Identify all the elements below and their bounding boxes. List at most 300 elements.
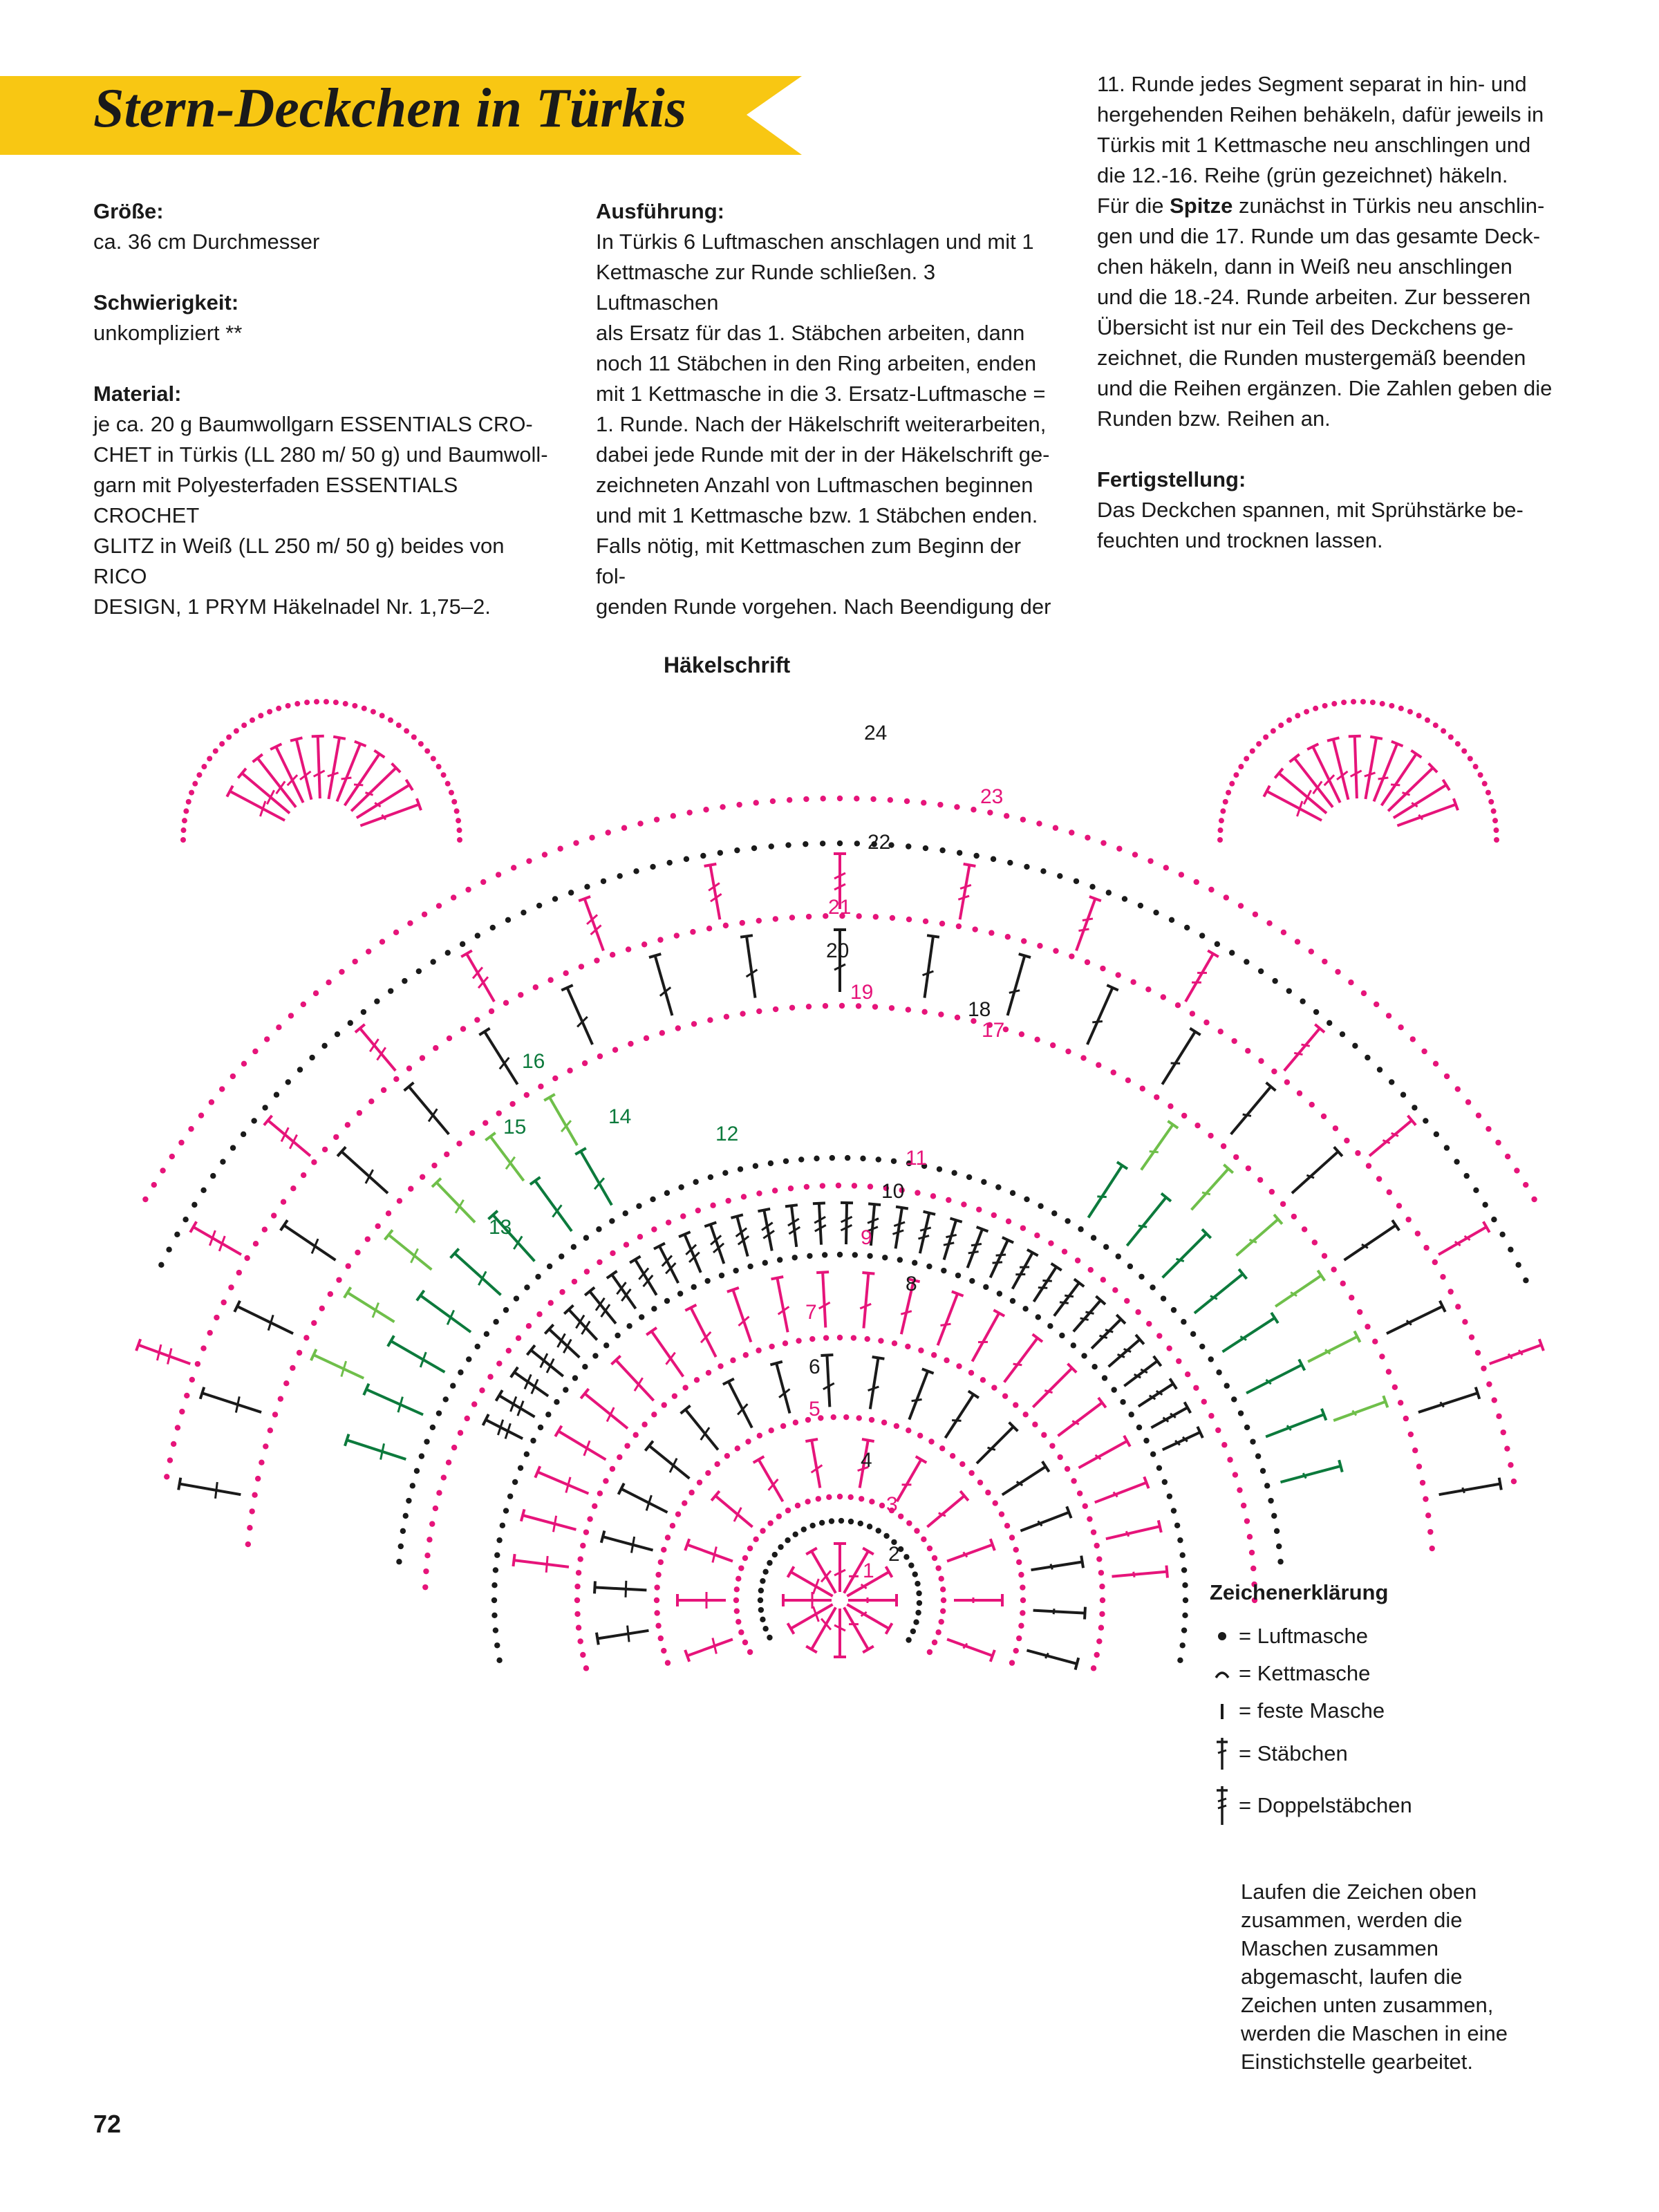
chain-dot (1441, 728, 1446, 733)
chain-dot (930, 1193, 936, 1199)
chain-dot (1074, 879, 1079, 884)
instruction-line: zeichnet, die Runden mustergemäß beenden (1097, 346, 1526, 370)
chain-dot (906, 1637, 911, 1642)
chain-dot (854, 796, 859, 801)
chain-dot (397, 1198, 402, 1203)
chain-dot (230, 1074, 236, 1079)
chain-dot (1416, 713, 1422, 718)
stitch-top (927, 935, 939, 937)
chain-dot (252, 1492, 257, 1498)
chain-dot (234, 728, 239, 733)
chain-dot (1241, 1503, 1246, 1508)
instruction-line: und mit 1 Kettmasche bzw. 1 Stäbchen enden. (596, 503, 1038, 527)
chain-dot (1340, 1281, 1346, 1286)
chain-dot (1048, 1240, 1053, 1246)
chain-dot (496, 1360, 502, 1366)
stitch-bar (1082, 919, 1093, 921)
chain-dot (290, 1185, 296, 1191)
instruction-line: als Ersatz für das 1. Stäbchen arbeiten, dann (596, 321, 1025, 345)
chain-dot (820, 841, 825, 846)
stitch-symbol (1284, 1029, 1320, 1071)
chain-dot (851, 1335, 856, 1340)
stitch-symbol (1091, 1319, 1121, 1348)
chain-dot (524, 1451, 529, 1456)
chain-dot (1024, 864, 1029, 870)
stitch-symbol (1124, 1361, 1157, 1386)
chain-dot (1380, 701, 1385, 706)
chain-dot (1504, 1445, 1510, 1451)
stitch-top (178, 1478, 180, 1490)
chain-dot (457, 837, 462, 843)
stitch-symbol (1369, 1121, 1412, 1156)
chain-dot (1218, 1029, 1224, 1034)
chain-dot (1201, 1399, 1207, 1405)
chain-dot (1062, 1248, 1067, 1254)
instruction-line: 1. Runde. Nach der Häkelschrift weiterarbeiten, (596, 412, 1047, 436)
stitch-bar (701, 1332, 711, 1342)
chain-dot (1102, 1375, 1107, 1380)
chain-dot (1387, 1190, 1392, 1195)
spitze-pre: Für die (1097, 194, 1170, 218)
stitch-symbol (202, 1393, 261, 1412)
chain-dot (1085, 835, 1090, 841)
chain-dot (456, 1141, 462, 1146)
treble-crochet-cross-icon (1210, 1785, 1235, 1826)
chain-dot (1100, 840, 1106, 845)
chain-dot (1352, 1043, 1358, 1049)
chain-dot (466, 1356, 471, 1362)
chain-dot (1190, 1331, 1196, 1337)
chain-dot (1271, 1069, 1277, 1074)
chain-dot (574, 1611, 580, 1617)
chain-dot (738, 1629, 744, 1635)
chain-dot (516, 1335, 521, 1341)
stitch-symbol (823, 1273, 825, 1328)
chain-dot (574, 1597, 580, 1603)
chain-dot (441, 1474, 447, 1480)
stitch-top (646, 1328, 657, 1335)
chain-dot (927, 1649, 932, 1655)
chain-dot (530, 1438, 536, 1443)
chain-dot (912, 1260, 917, 1266)
stitch-symbol (1163, 1234, 1207, 1278)
chain-dot (956, 1363, 962, 1369)
chain-dot (769, 843, 774, 849)
chain-dot (309, 1055, 315, 1060)
chain-dot (1295, 713, 1300, 718)
stitch-bar (1080, 1318, 1089, 1320)
chain-dot (290, 1365, 295, 1371)
stitch-bar (267, 790, 274, 804)
instruction-line: gen und die 17. Runde um das gesamte Deck- (1097, 224, 1541, 248)
chain-dot (580, 1652, 585, 1658)
chain-dot (1425, 1512, 1431, 1518)
chain-dot (867, 1524, 872, 1529)
chain-dot (1434, 1132, 1439, 1137)
chain-dot (734, 1608, 740, 1613)
chain-dot (1174, 1523, 1180, 1528)
chain-dot (458, 1369, 463, 1375)
chain-dot (682, 1385, 688, 1390)
chain-dot (980, 1377, 986, 1382)
chain-dot (639, 1314, 644, 1320)
stitch-bar (546, 1556, 547, 1573)
chain-dot (1244, 1518, 1250, 1524)
chain-dot (357, 1110, 362, 1116)
chain-dot (917, 1433, 923, 1438)
chain-dot (1231, 1038, 1237, 1044)
stitch-symbol (924, 936, 933, 997)
chain-dot (1208, 1133, 1213, 1138)
chain-dot (873, 914, 879, 919)
round-number-label: 18 (968, 998, 991, 1021)
chain-dot (471, 1401, 477, 1407)
chain-dot (735, 1619, 741, 1624)
chain-dot (1430, 1546, 1435, 1551)
chain-dot (1047, 1323, 1053, 1329)
instruction-line: chen häkeln, dann in Weiß neu anschlingen (1097, 254, 1512, 279)
chain-dot (582, 1060, 588, 1066)
legend-label: = feste Masche (1239, 1698, 1385, 1723)
chain-dot (574, 1584, 580, 1589)
chain-dot (251, 1118, 256, 1123)
chain-dot (914, 1528, 919, 1533)
stitch-symbol (870, 1358, 879, 1409)
chain-dot (1523, 1182, 1528, 1188)
chain-dot (1040, 868, 1046, 874)
stitch-symbol (1138, 1384, 1173, 1407)
chain-dot (491, 1597, 497, 1603)
chain-dot (654, 1584, 659, 1590)
chain-dot (1269, 1189, 1275, 1194)
chain-dot (626, 946, 631, 952)
chain-dot (724, 1453, 730, 1459)
chain-dot (1020, 1225, 1026, 1230)
chain-dot (1263, 734, 1268, 740)
chain-dot (856, 1415, 862, 1421)
chain-dot (1278, 722, 1284, 728)
stitch-symbol (1231, 1087, 1271, 1134)
stitch-symbol (1365, 738, 1376, 799)
stitch-symbol (655, 956, 673, 1016)
chain-dot (1398, 1024, 1403, 1030)
instruction-line: Runden bzw. Reihen an. (1097, 406, 1331, 431)
chain-dot (1258, 968, 1264, 974)
material-label: Material: (93, 382, 182, 406)
stitch-bar (670, 1459, 677, 1472)
chain-dot (882, 1255, 888, 1260)
chain-dot (388, 718, 393, 723)
chain-dot (792, 1255, 798, 1260)
chain-dot (597, 1490, 603, 1496)
chain-dot (587, 1516, 592, 1521)
chain-dot (1284, 1079, 1290, 1085)
chain-dot (1106, 890, 1112, 895)
chain-dot (787, 797, 792, 803)
chain-dot (1492, 818, 1498, 823)
stitch-bar (993, 1262, 1003, 1263)
chain-dot (297, 1067, 303, 1072)
chain-dot (1183, 1597, 1188, 1603)
stitch-bar (478, 1271, 486, 1285)
chain-dot (677, 1291, 683, 1296)
chain-dot (348, 1020, 353, 1026)
chain-dot (1423, 1245, 1429, 1250)
round-number-label: 15 (503, 1116, 527, 1138)
material-line: je ca. 20 g Baumwollgarn ESSENTIALS CRO- (93, 412, 533, 436)
chain-dot (837, 796, 843, 801)
chain-dot (935, 1629, 941, 1635)
stitch-symbol (559, 1431, 606, 1459)
chain-dot (760, 1578, 765, 1584)
chain-dot (1377, 1067, 1382, 1072)
chain-dot (1215, 941, 1220, 947)
chain-dot (1365, 1324, 1370, 1329)
chain-dot (881, 1420, 887, 1425)
chain-dot (891, 1159, 897, 1164)
stitch-symbol (1109, 1340, 1140, 1367)
chain-dot (944, 1358, 949, 1363)
chain-dot (976, 1207, 982, 1212)
chain-dot (1412, 1105, 1417, 1110)
page-number: 72 (93, 2110, 122, 2138)
chain-dot (769, 1427, 774, 1433)
chain-dot (503, 1000, 509, 1006)
chain-dot (241, 722, 247, 728)
material-line: DESIGN, 1 PRYM Häkelnadel Nr. 1,75–2. (93, 594, 491, 619)
stitch-bar (341, 778, 352, 779)
chain-dot (1115, 972, 1121, 977)
chain-dot (396, 722, 402, 728)
chain-dot (762, 1260, 768, 1266)
chain-dot (637, 821, 643, 826)
chain-dot (1100, 1597, 1105, 1603)
chain-dot (255, 1476, 261, 1481)
round-number-label: 21 (828, 896, 852, 919)
stitch-symbol (1076, 899, 1095, 950)
chain-dot (1010, 1190, 1015, 1196)
chain-dot (1016, 1559, 1022, 1565)
chain-dot (362, 706, 367, 711)
chain-dot (1150, 1284, 1155, 1290)
chain-dot (957, 850, 962, 856)
chain-dot (247, 1525, 252, 1530)
double-crochet-cross-icon (1210, 1736, 1235, 1771)
chain-dot (210, 1173, 216, 1179)
chain-dot (758, 1597, 763, 1603)
chain-dot (496, 1110, 502, 1116)
chain-dot (941, 1268, 946, 1273)
stitch-symbol (747, 936, 756, 997)
stitch-symbol (1004, 1338, 1038, 1382)
chain-dot (720, 804, 725, 809)
stitch-bar (1042, 1281, 1051, 1282)
chain-dot (946, 1197, 951, 1203)
chain-dot (745, 1438, 751, 1444)
chain-dot (661, 1648, 666, 1653)
chain-dot (623, 1210, 628, 1216)
chain-dot (1161, 994, 1166, 1000)
chain-dot (1111, 1069, 1116, 1075)
chain-dot (226, 734, 232, 740)
chain-dot (700, 853, 706, 859)
chain-dot (430, 1425, 435, 1430)
chain-dot (1386, 1013, 1391, 1018)
chain-dot (460, 941, 465, 947)
chain-dot (436, 903, 442, 908)
finish-heading: Fertigstellung: (1097, 467, 1246, 491)
instruction-line: mit 1 Kettmasche in die 3. Ersatz-Luftmasche = (596, 382, 1046, 406)
chain-dot (304, 700, 310, 705)
chain-dot (839, 1003, 845, 1009)
stitch-symbol (729, 1382, 752, 1428)
chain-dot (214, 1315, 219, 1320)
chain-dot (509, 1101, 515, 1107)
chain-dot (535, 1274, 541, 1280)
chain-dot (188, 1126, 194, 1132)
stitch-top (1339, 1460, 1342, 1472)
chain-dot (1304, 709, 1309, 715)
chain-dot (1341, 700, 1347, 705)
stitch-top (1166, 1566, 1168, 1578)
chain-dot (219, 741, 225, 747)
chain-dot (482, 1120, 488, 1125)
chain-dot (1049, 1443, 1055, 1448)
stitch-symbol (366, 1389, 423, 1415)
chain-dot (484, 1331, 489, 1337)
chain-dot (704, 1278, 710, 1284)
chain-dot (1266, 920, 1272, 926)
chain-dot (297, 1350, 302, 1356)
stitch-symbol (1418, 1393, 1478, 1412)
chain-dot (1166, 1345, 1172, 1351)
spitze-post: zunächst in Türkis neu anschlin- (1232, 194, 1545, 218)
chain-dot (1217, 827, 1223, 833)
chain-dot (820, 1183, 825, 1188)
chain-dot (993, 1500, 998, 1506)
stitch-top (872, 1357, 885, 1359)
chain-dot (220, 1159, 225, 1164)
chain-dot (1080, 1055, 1086, 1060)
chain-dot (636, 1203, 641, 1209)
stitch-symbol (490, 1136, 523, 1181)
chain-dot (883, 1533, 889, 1539)
chain-dot (762, 1626, 768, 1631)
stitch-symbol (391, 1341, 444, 1372)
chain-dot (966, 1174, 972, 1180)
chain-dot (557, 846, 563, 852)
stitch-symbol (896, 1208, 902, 1248)
chain-dot (447, 1035, 452, 1041)
chain-dot (675, 1025, 681, 1031)
stitch-symbol (1292, 1152, 1338, 1193)
chain-dot (906, 1427, 911, 1433)
chain-dot (956, 924, 962, 929)
stitch-symbol (759, 1459, 783, 1501)
chain-dot (584, 884, 590, 890)
chain-dot (1233, 772, 1239, 778)
stitch-symbol (569, 1309, 597, 1340)
chain-dot (406, 1498, 411, 1503)
chain-dot (209, 1099, 214, 1105)
chain-dot (457, 827, 462, 833)
chain-dot (1523, 1277, 1528, 1283)
chain-dot (823, 1003, 828, 1009)
instruction-line: hergehenden Reihen behäkeln, dafür jeweils in (1097, 102, 1544, 126)
chain-dot (991, 1212, 997, 1218)
stitch-bar (1302, 1044, 1310, 1046)
stitch-symbol (1279, 774, 1327, 814)
chain-dot (458, 1430, 463, 1436)
stitch-symbol (649, 1446, 689, 1479)
instruction-line: Kettmasche zur Runde schließen. 3 Luftmaschen (596, 260, 936, 315)
chain-dot (506, 1348, 512, 1353)
stitch-symbol (348, 1293, 395, 1322)
chain-dot (757, 1433, 762, 1438)
stitch-bar (288, 775, 297, 785)
chain-dot (707, 1018, 713, 1023)
chain-dot (491, 1613, 497, 1618)
chain-dot (1034, 1232, 1040, 1238)
stitch-top (200, 1387, 205, 1399)
chain-dot (559, 1289, 565, 1295)
chain-dot (195, 1361, 200, 1367)
stitch-bar (541, 1353, 547, 1367)
chain-dot (736, 802, 742, 807)
chain-dot (381, 1087, 386, 1093)
chain-dot (785, 1508, 791, 1513)
chain-dot (1258, 1058, 1264, 1064)
chain-dot (769, 1344, 774, 1349)
stitch-bar (1013, 1364, 1022, 1365)
chain-dot (997, 1291, 1002, 1296)
chain-dot (854, 841, 860, 846)
chain-dot (336, 1277, 341, 1282)
chain-dot (418, 741, 424, 747)
note-line: Einstichstelle gearbeitet. (1241, 2050, 1474, 2074)
chain-dot (393, 930, 399, 935)
chain-dot (262, 1105, 268, 1110)
instruction-line: dabei jede Runde mit der in der Häkelschrift ge- (596, 442, 1050, 467)
chain-dot (694, 1377, 700, 1382)
chain-dot (1469, 1334, 1474, 1340)
stitch-symbol (409, 1087, 449, 1134)
chain-dot (1331, 1266, 1336, 1272)
chain-dot (969, 1278, 975, 1284)
stitch-symbol (1223, 1318, 1275, 1352)
chain-dot (718, 850, 723, 856)
chain-dot (404, 728, 409, 733)
chain-dot (1143, 1438, 1149, 1443)
round-number-label: 11 (906, 1147, 928, 1170)
chain-dot (328, 1291, 333, 1297)
chain-dot (767, 1635, 772, 1640)
chain-dot (1190, 1011, 1195, 1016)
stitch-top (964, 864, 976, 866)
chain-dot (1481, 1365, 1486, 1371)
stitch-top (1081, 1556, 1083, 1568)
stitch-symbol (360, 1029, 395, 1071)
chain-dot (536, 1311, 542, 1317)
chain-dot (937, 1166, 942, 1172)
chain-dot (665, 1535, 671, 1540)
chain-dot (1277, 1559, 1283, 1564)
stitch-bar (1303, 1473, 1306, 1478)
stitch-symbol (612, 1275, 635, 1309)
chain-dot (1096, 1638, 1102, 1644)
stitch-symbol (467, 954, 494, 1002)
stitch-symbol (687, 1545, 733, 1562)
